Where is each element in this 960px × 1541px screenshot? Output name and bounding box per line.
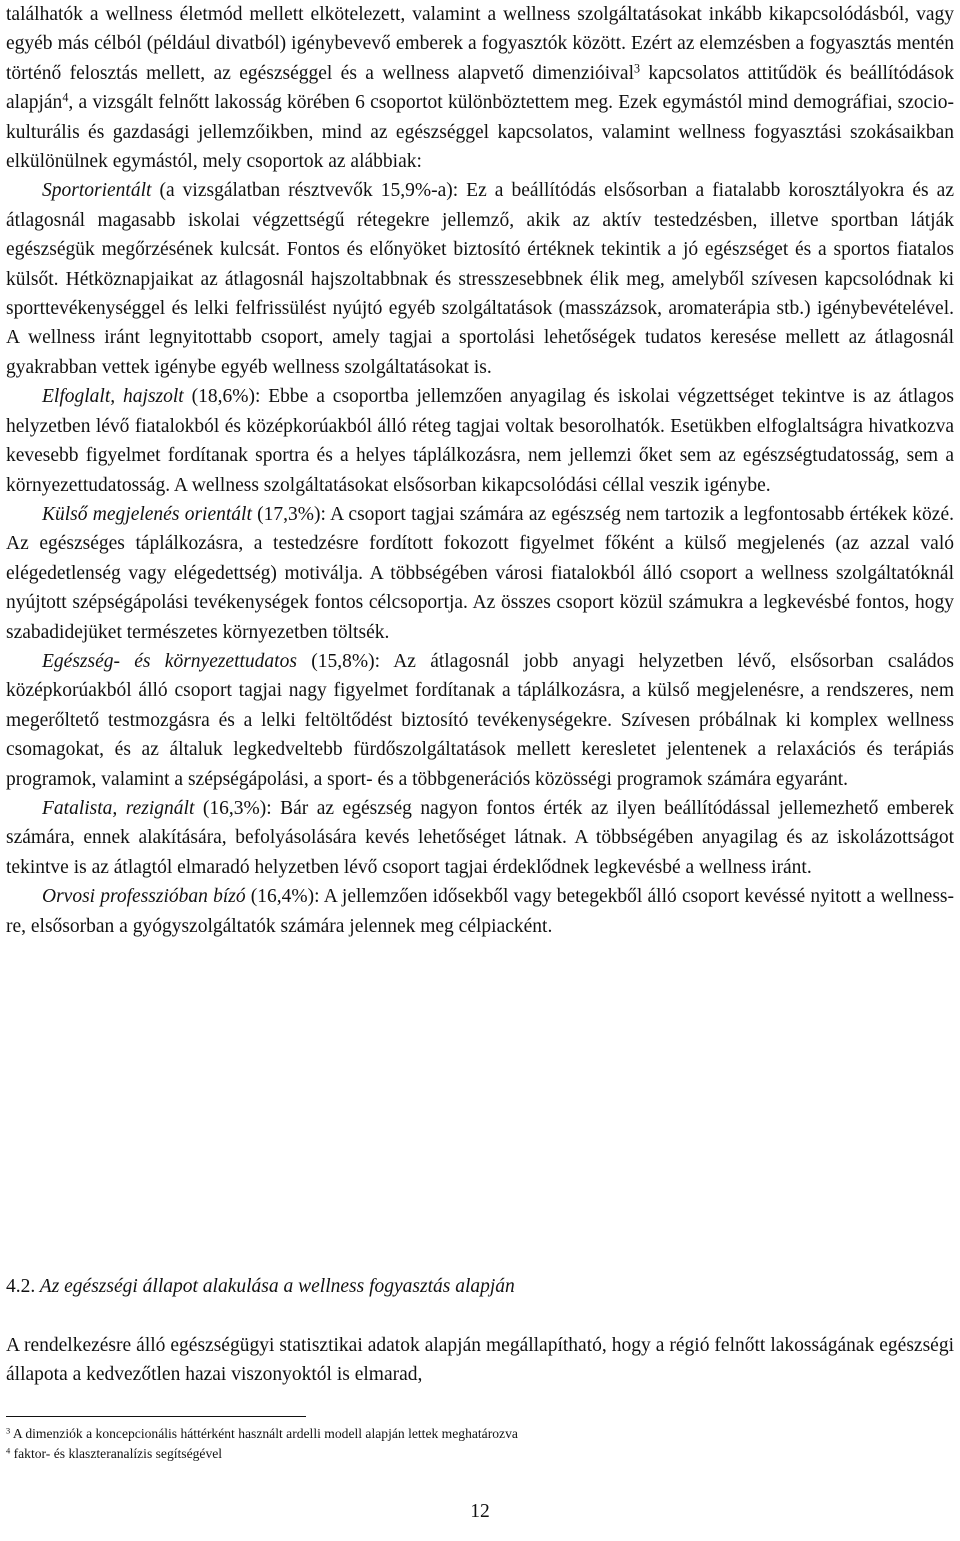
section-title: Az egészségi állapot alakulása a wellness fogyasztás alapján [39,1276,515,1297]
paragraph-egeszseg [6,647,954,794]
body-text [6,0,954,941]
intro-text-2: kapcsolatos attitűdök és beállítódások alapján [6,62,954,114]
paragraph-orvosi [6,882,954,941]
footnote-text-3: A dimenziók a koncepcionális háttérként használt ardelli modell alapján lettek meghatározva [10,1426,518,1441]
paragraph-sportorientalt [6,176,954,382]
footnote-mark-3: 3 [6,1425,11,1436]
footnote-divider [6,1416,306,1417]
paragraph-fatalista [6,794,954,882]
group-label-elfoglalt: Elfoglalt, hajszolt [42,386,184,408]
group-text-fatalista: (16,3%): Bár az egészség nagyon fontos érték az ilyen beállítódással jellemezhető emberek számára, ennek alakítására, befolyásolására kevés lehetőséget látnak. A többségében anyagilag és az iskolázottságot tekintve is az átlagtól elmaradó helyzetben lévő csoport tagjai érdeklődnek legkevésbé a wellness iránt. [6,797,954,878]
group-label-kulso: Külső megjelenés orientált [42,503,252,525]
page-number: 12 [470,1501,490,1522]
group-text-egeszseg: (15,8%): Az átlagosnál jobb anyagi helyzetben lévő, elsősorban családos középkorúakból álló csoport tagjai nagy figyelmet fordítanak a táplálkozásra, a külső megjelenésre, a rendszeres, nem megerőltető testmozgásra és a lelki feltöltődést biztosító tevékenységekre. Szívesen próbálnak ki komplex wellness csomagokat, és az általuk legkedveltebb fürdőszolgáltatások mellett keresletet jelentenek a relaxációs és terápiás programok, valamint a szépségápolási, a sport- és a többgenerációs közösségi programok számára egyaránt. [6,650,954,790]
footnote-mark-4: 4 [6,1445,11,1456]
group-text-elfoglalt: (18,6%): Ebbe a csoportba jellemzően anyagilag és iskolai végzettséget tekintve is az átlagos helyzetben lévő fiatalokból és középkorúakból álló réteg tagjai voltak besorolhatók. Esetükben elfoglaltságra hivatkozva kevesebb figyelmet fordítanak sportra és a helyes táplálkozásra, nem jellemzi őket sem az egészségtudatosság, sem a környezettudatosság. A wellness szolgáltatásokat elsősorban kikapcsolódási céllal veszik igénybe. [6,386,954,496]
section-heading [6,1272,954,1301]
paragraph-elfoglalt [6,382,954,500]
group-label-orvosi: Orvosi professzióban bízó [42,886,246,908]
group-label-sportorientalt: Sportorientált [42,180,152,202]
footnote-text-4: faktor- és klaszteranalízis segítségével [10,1446,223,1461]
group-text-sportorientalt: (a vizsgálatban résztvevők 15,9%-a): Ez a beállítódás elsősorban a fiatalabb korosztályokra és az átlagosnál magasabb iskolai végzettségű rétegekre jellemző, akik az aktív testedzésben, illetve sportban látják egészségük megőrzésének kulcsát. Fontos és előnyöket biztosító értéknek tekintik a jó egészséget és a sportos fiatalos külsőt. Hétköznapjaikat az átlagosnál hajszoltabbnak és stresszesebbnek élik meg, amelyből szívesen kapcsolódnak ki sporttevékenységgel és lelki felfrissülést nyújtó egyéb szolgáltatások (masszázsok, aromaterápia stb.) igénybevételével. A wellness iránt legnyitottabb csoport, amely tagjai a sportolási lehetőségek tudatos keresése mellett az átlagosnál gyakrabban vettek igénybe egyéb wellness szolgáltatásokat is. [6,180,954,378]
footnote-4 [6,1444,954,1464]
footnote-ref-4[interactable]: 4 [62,90,69,105]
group-text-kulso: (17,3%): A csoport tagjai számára az egészség nem tartozik a legfontosabb értékek közé. Az egészséges táplálkozásra, a testedzésre fordított fokozott figyelmet főként a külső megjelenés (az azzal való elégedetlenség vagy elégedettség) motiválja. A többségében városi fiatalokból álló csoport a wellness szolgáltatóknál nyújtott szépségápolási tevékenységek fontos célcsoportja. Az összes csoport közül számukra a legkevésbé fontos, hogy szabadidejüket természetes környezetben töltsék. [6,503,954,643]
paragraph-kulso [6,500,954,647]
paragraph-intro [6,0,954,176]
section-number: 4.2. [6,1276,36,1297]
paragraph-tail: A rendelkezésre álló egészségügyi statisztikai adatok alapján megállapítható, hogy a régió felnőtt lakosságának egészségi állapota a kedvezőtlen hazai viszonyoktól is elmarad, [6,1335,954,1386]
group-label-fatalista: Fatalista, rezignált [42,797,195,819]
footnote-ref-3[interactable]: 3 [634,61,641,76]
intro-text-3: , a vizsgált felnőtt lakosság körében 6 csoportot különböztettem meg. Ezek egymástól mind demográfiai, szocio-kulturális és gazdasági jellemzőikben, mind az egészséggel kapcsolatos, valamint wellness fogyasztási szokásaikban elkülönülnek egymástól, mely csoportok az alábbiak: [6,92,954,173]
footnotes [6,1424,954,1464]
group-label-egeszseg: Egészség- és környezettudatos [42,650,297,672]
group-text-orvosi: (16,4%): A jellemzően idősekből vagy betegekből álló csoport kevéssé nyitott a wellness-re, elsősorban a gyógyszolgáltatók számára jelennek meg célpiacként. [6,886,954,937]
intro-text-1: találhatók a wellness életmód mellett elkötelezett, valamint a wellness szolgáltatásokat inkább kikapcsolódásból, vagy egyéb más célból (például divatból) igénybevevő emberek a fogyasztók között. Ezért az elemzésben a fogyasztás mentén történő felosztás mellett, az egészséggel és a wellness alapvető dimenzióival [6,4,954,84]
footnote-3 [6,1424,954,1444]
